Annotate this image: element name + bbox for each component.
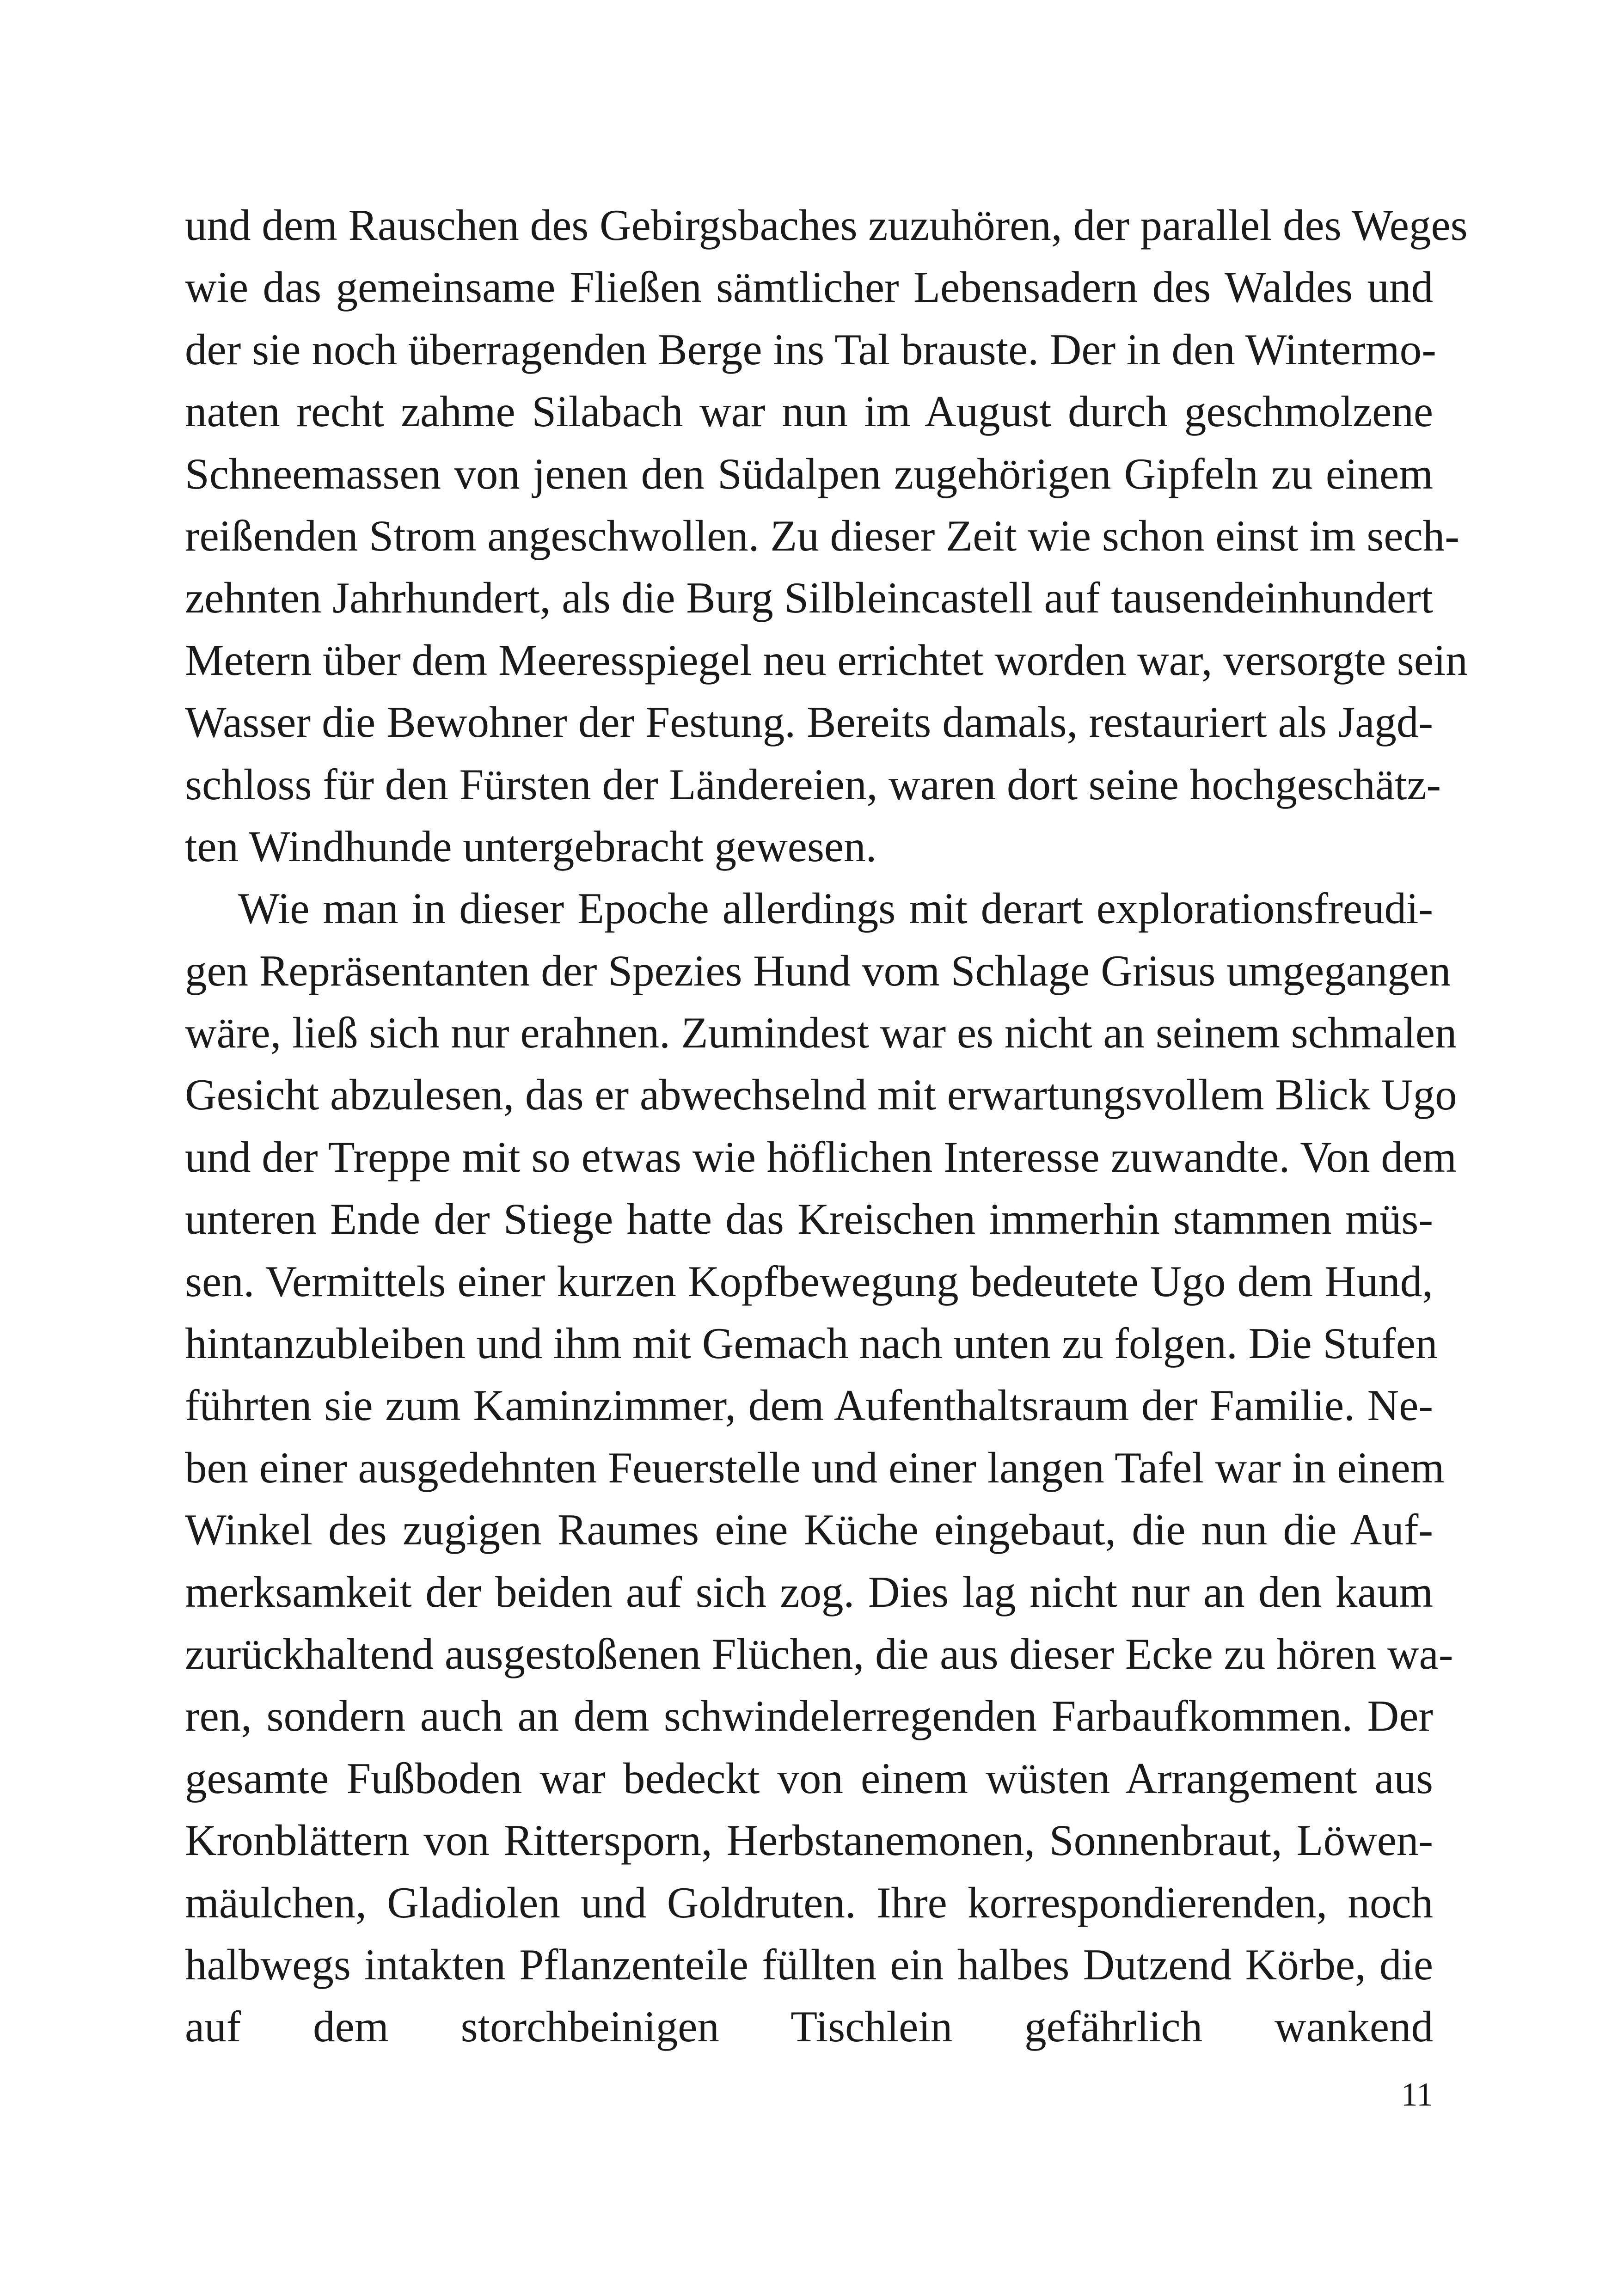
text-line: Winkel des zugigen Raumes eine Küche eingebaut, die nun die Auf- bbox=[185, 1505, 1433, 1555]
text-line: gen Repräsentanten der Spezies Hund vom Schlage Grisus umgegangen bbox=[185, 946, 1451, 995]
text-line: sen. Vermittels einer kurzen Kopfbewegung bedeutete Ugo dem Hund, bbox=[185, 1256, 1433, 1306]
text-line: ten Windhunde untergebracht gewesen. bbox=[185, 821, 877, 871]
text-line: Gesicht abzulesen, das er abwechselnd mit erwartungsvollem Blick Ugo bbox=[185, 1070, 1457, 1120]
text-line bbox=[185, 2058, 1433, 2120]
text-line: merksamkeit der beiden auf sich zog. Dies lag nicht nur an den kaum bbox=[185, 1567, 1433, 1616]
text-line: reißenden Strom angeschwollen. Zu dieser Zeit wie schon einst im sech- bbox=[185, 511, 1459, 560]
text-line: gesamte Fußboden war bedeckt von einem wüsten Arrangement aus bbox=[185, 1753, 1433, 1803]
text-line: und dem Rauschen des Gebirgsbaches zuzuhören, der parallel des Weges bbox=[185, 201, 1468, 250]
page-number: 11 bbox=[1401, 2076, 1433, 2113]
text-line: naten recht zahme Silabach war nun im August durch geschmolzene bbox=[185, 387, 1433, 436]
text-line: der sie noch überragenden Berge ins Tal brauste. Der in den Wintermo- bbox=[185, 325, 1436, 374]
text-line: schloss für den Fürsten der Ländereien, waren dort seine hochgeschätz- bbox=[185, 759, 1441, 809]
text-line: Wie man in dieser Epoche allerdings mit derart explorationsfreudi- bbox=[238, 884, 1433, 933]
text-line: unteren Ende der Stiege hatte das Kreischen immerhin stammen müs- bbox=[185, 1194, 1433, 1244]
text-line: ben einer ausgedehnten Feuerstelle und einer langen Tafel war in einem bbox=[185, 1443, 1445, 1492]
text-line: halbwegs intakten Pflanzenteile füllten ein halbes Dutzend Körbe, die bbox=[185, 1940, 1433, 1989]
body-text bbox=[185, 194, 1468, 2120]
text-line: zurückhaltend ausgestoßenen Flüchen, die aus dieser Ecke zu hören wa- bbox=[185, 1629, 1453, 1678]
text-line: hintanzubleiben und ihm mit Gemach nach unten zu folgen. Die Stufen bbox=[185, 1319, 1438, 1368]
text-line: auf dem storchbeinigen Tischlein gefährlich wankend bbox=[185, 2002, 1433, 2051]
text-line: Kronblättern von Rittersporn, Herbstanemonen, Sonnenbraut, Löwen- bbox=[185, 1816, 1433, 1865]
text-line: Wasser die Bewohner der Festung. Bereits damals, restauriert als Jagd- bbox=[185, 698, 1433, 747]
text-line: führten sie zum Kaminzimmer, dem Aufenthaltsraum der Familie. Ne- bbox=[185, 1381, 1433, 1430]
text-line: und der Treppe mit so etwas wie höflichen Interesse zuwandte. Von dem bbox=[185, 1132, 1457, 1182]
text-line: zehnten Jahrhundert, als die Burg Silbleincastell auf tausendeinhundert bbox=[185, 573, 1433, 623]
text-line: mäulchen, Gladiolen und Goldruten. Ihre korrespondierenden, noch bbox=[185, 1878, 1433, 1927]
text-line: wäre, ließ sich nur erahnen. Zumindest war es nicht an seinem schmalen bbox=[185, 1008, 1457, 1058]
text-line: Schneemassen von jenen den Südalpen zugehörigen Gipfeln zu einem bbox=[185, 449, 1433, 498]
text-line: wie das gemeinsame Fließen sämtlicher Lebensadern des Waldes und bbox=[185, 263, 1433, 312]
text-line: ren, sondern auch an dem schwindelerregenden Farbaufkommen. Der bbox=[185, 1691, 1433, 1741]
text-line: Metern über dem Meeresspiegel neu errichtet worden war, versorgte sein bbox=[185, 635, 1468, 685]
